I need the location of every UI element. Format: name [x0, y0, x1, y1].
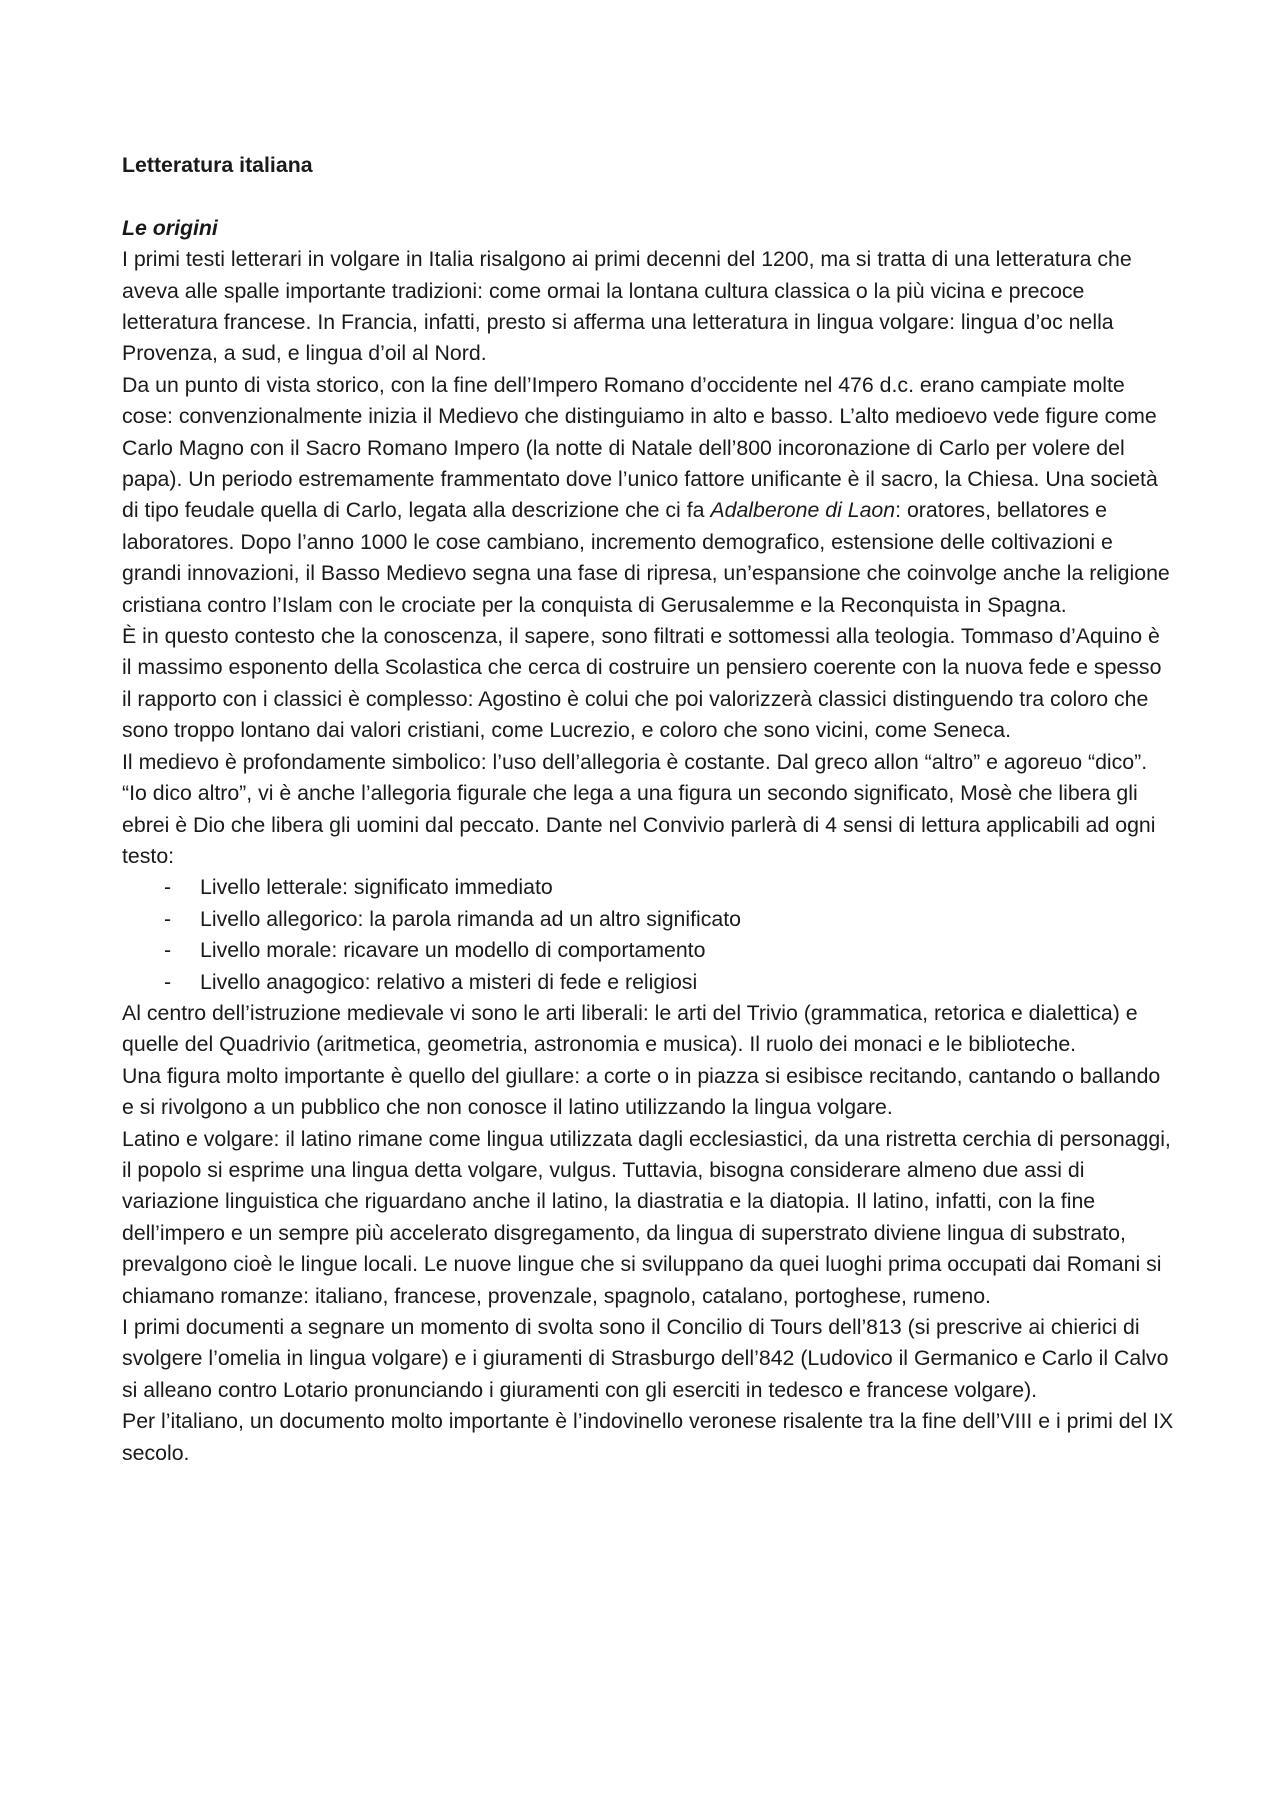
paragraph-scholasticism: È in questo contesto che la conoscenza, il sapere, sono filtrati e sottomessi alla teologia. Tommaso d’Aquino è il massimo esponento della Scolastica che cerca di costruire un pensiero coerente con la nuova fede e spesso il rapporto con i classici è complesso: Agostino è colui che poi valorizzerà classici distinguendo tra coloro che sono troppo lontano dai valori cristiani, come Lucrezio, e coloro che sono vicini, come Seneca. [122, 624, 1162, 743]
list-item [122, 935, 1174, 966]
list-item-text: Livello anagogico: relativo a misteri di fede e religiosi [200, 969, 698, 994]
paragraph-first-documents: I primi documenti a segnare un momento di svolta sono il Concilio di Tours dell’813 (si prescrive ai chierici di svolgere l’omelia in lingua volgare) e i giuramenti di Strasburgo dell’842 (Ludovico il Germanico e Carlo il Calvo si alleano contro Lotario pronunciando i giuramenti con gli eserciti in tedesco e francese volgare). [122, 1315, 1169, 1402]
paragraph-text: : oratores, bellatores e laboratores. Dopo l’anno 1000 le cose cambiano, incremento demografico, estensione delle coltivazioni e grandi innovazioni, il Basso Medievo segna una fase di ripresa, un’espansione che coinvolge anche la religione cristiana contro l’Islam con le crociate per la conquista di Gerusalemme e la Reconquista in Spagna. [122, 498, 1170, 617]
spacer [122, 181, 1174, 212]
list-item-text: Livello morale: ricavare un modello di comportamento [200, 938, 706, 963]
reading-levels-list [122, 872, 1174, 998]
document-page [122, 150, 1174, 1469]
list-dash: - [164, 906, 172, 931]
italic-reference: Adalberone di Laon [710, 498, 896, 523]
list-item [122, 904, 1174, 935]
paragraph-historical-context [122, 370, 1174, 621]
list-item-text: Livello allegorico: la parola rimanda ad un altro significato [200, 906, 742, 931]
list-dash: - [164, 875, 172, 900]
list-item-text: Livello letterale: significato immediato [200, 875, 553, 900]
paragraph-indovinello: Per l’italiano, un documento molto importante è l’indovinello veronese risalente tra la fine dell’VIII e i primi del IX secolo. [122, 1409, 1174, 1465]
paragraph-allegory: Il medievo è profondamente simbolico: l’uso dell’allegoria è costante. Dal greco allon “altro” e agoreuo “dico”. “Io dico altro”, vi è anche l’allegoria figurale che lega a una figura un secondo significato, Mosè che libera gli ebrei è Dio che libera gli uomini dal peccato. Dante nel Convivio parlerà di 4 sensi di lettura applicabili ad ogni testo: [122, 749, 1156, 868]
list-item [122, 872, 1174, 903]
section-title: Le origini [122, 215, 218, 240]
list-dash: - [164, 938, 172, 963]
paragraph-latin-vernacular: Latino e volgare: il latino rimane come lingua utilizzata dagli ecclesiastici, da una ristretta cerchia di personaggi, il popolo si esprime una lingua detta volgare, vulgus. Tuttavia, bisogna considerare almeno due assi di variazione linguistica che riguardano anche il latino, la diastratia e la diatopia. Il latino, infatti, con la fine dell’impero e un sempre più accelerato disgregamento, da lingua di superstrato diviene lingua di substrato, prevalgono cioè le lingue locali. Le nuove lingue che si sviluppano da quei luoghi prima occupati dai Romani si chiamano romanze: italiano, francese, provenzale, spagnolo, catalano, portoghese, rumeno. [122, 1126, 1171, 1308]
paragraph-origins-intro: I primi testi letterari in volgare in Italia risalgono ai primi decenni del 1200, ma si tratta di una letteratura che aveva alle spalle importante tradizioni: come ormai la lontana cultura classica o la più vicina e precoce letteratura francese. In Francia, infatti, presto si afferma una letteratura in lingua volgare: lingua d’oc nella Provenza, a sud, e lingua d’oil al Nord. [122, 247, 1132, 366]
list-item [122, 967, 1174, 998]
list-dash: - [164, 969, 172, 994]
paragraph-liberal-arts: Al centro dell’istruzione medievale vi sono le arti liberali: le arti del Trivio (grammatica, retorica e dialettica) e quelle del Quadrivio (aritmetica, geometria, astronomia e musica). Il ruolo dei monaci e le biblioteche. [122, 1000, 1138, 1057]
paragraph-giullare: Una figura molto importante è quello del giullare: a corte o in piazza si esibisce recitando, cantando o ballando e si rivolgono a un pubblico che non conosce il latino utilizzando la lingua volgare. [122, 1063, 1161, 1120]
paragraph-text: Da un punto di vista storico, con la fine dell’Impero Romano d’occidente nel 476 d.c. erano campiate molte cose: convenzionalmente inizia il Medievo che distinguiamo in alto e basso. L’alto medioevo vede figure come Carlo Magno con il Sacro Romano Impero (la notte di Natale dell’800 incoronazione di Carlo per volere del papa). Un periodo estremamente frammentato dove l’unico fattore unificante è il sacro, la Chiesa. Una società di tipo feudale quella di Carlo, legata alla descrizione che ci fa [122, 372, 1158, 523]
document-title: Letteratura italiana [122, 153, 313, 177]
